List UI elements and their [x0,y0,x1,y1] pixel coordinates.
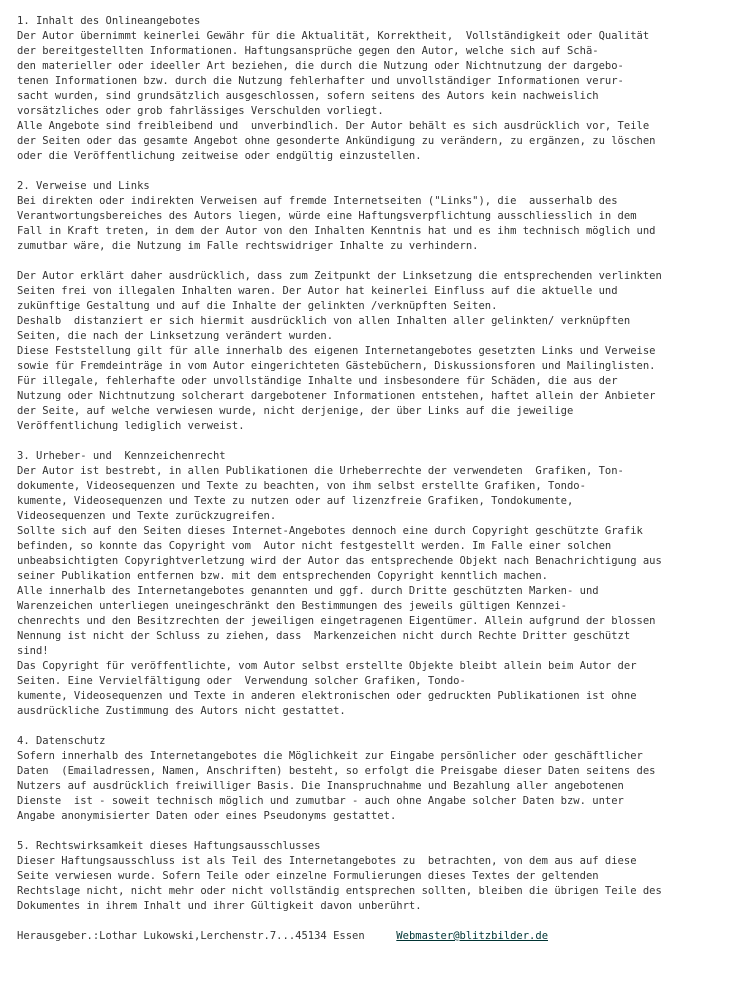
section-3-heading: 3. Urheber- und Kennzeichenrecht [17,450,226,462]
section-4-heading: 4. Datenschutz [17,735,106,747]
section-5-heading: 5. Rechtswirksamkeit dieses Haftungsausschlusses [17,840,321,852]
section-1-body: Der Autor übernimmt keinerlei Gewähr für die Aktualität, Korrektheit, Vollständigkeit oder Qualität der bereitgestellten Informationen. Haftungsansprüche gegen den Autor, welche sich auf Schä- den materieller oder ideeller Art beziehen, die durch die Nutzung oder Nichtnutzung der dargebo- tenen Informationen bzw. durch die Nutzung fehlerhafter und unvollständiger Informationen verur- sacht wurden, sind grundsätzlich ausgeschlossen, sofern seitens des Autors kein nachweislich vorsätzliches oder grob fahrlässiges Verschulden vorliegt. Alle Angebote sind freibleibend und unverbindlich. Der Autor behält es sich ausdrücklich vor, Teile der Seiten oder das gesamte Angebot ohne gesonderte Ankündigung zu verändern, zu ergänzen, zu löschen oder die Veröffentlichung zeitweise oder endgültig einzustellen. [17,30,656,162]
section-2-heading: 2. Verweise und Links [17,180,150,192]
section-4-body: Sofern innerhalb des Internetangebotes die Möglichkeit zur Eingabe persönlicher oder geschäftlicher Daten (Emailadressen, Namen, Anschriften) besteht, so erfolgt die Preisgabe dieser Daten seitens des Nutzers auf ausdrücklich freiwilliger Basis. Die Inanspruchnahme und Bezahlung aller angebotenen Dienste ist - soweit technisch möglich und zumutbar - auch ohne Angabe solcher Daten bzw. unter Angabe anonymisierter Daten oder eines Pseudonyms gestattet. [17,750,656,822]
section-1-heading: 1. Inhalt des Onlineangebotes [17,15,201,27]
section-2-body: Bei direkten oder indirekten Verweisen auf fremde Internetseiten ("Links"), die ausserhalb des Verantwortungsbereiches des Autors liegen, würde eine Haftungsverpflichtung ausschliesslich in dem Fall in Kraft treten, in dem der Autor von den Inhalten Kenntnis hat und es ihm technisch möglich und zumutbar wäre, die Nutzung im Falle rechtswidriger Inhalte zu verhindern. Der Autor erklärt daher ausdrücklich, dass zum Zeitpunkt der Linksetzung die entsprechenden verlinkten Seiten frei von illegalen Inhalten waren. Der Autor hat keinerlei Einfluss auf die aktuelle und zukünftige Gestaltung und auf die Inhalte der gelinkten /verknüpften Seiten. Deshalb distanziert er sich hiermit ausdrücklich von allen Inhalten aller gelinkten/ verknüpften Seiten, die nach der Linksetzung verändert wurden. Diese Feststellung gilt für alle innerhalb des eigenen Internetangebotes gesetzten Links und Verweise sowie für Fremdeinträge in vom Autor eingerichteten Gästebüchern, Diskussionsforen und Mailinglisten. Für illegale, fehlerhafte oder unvollständige Inhalte und insbesondere für Schäden, die aus der Nutzung oder Nichtnutzung solcherart dargebotener Informationen entstehen, haftet allein der Anbieter der Seite, auf welche verwiesen wurde, nicht derjenige, der über Links auf die jeweilige Veröffentlichung lediglich verweist. [17,195,662,432]
footer-publisher: Herausgeber.:Lothar Lukowski,Lerchenstr.7...45134 Essen [17,930,397,942]
disclaimer-document [17,14,750,944]
section-5-body: Dieser Haftungsausschluss ist als Teil des Internetangebotes zu betrachten, von dem aus auf diese Seite verwiesen wurde. Sofern Teile oder einzelne Formulierungen dieses Textes der geltenden Rechtslage nicht, nicht mehr oder nicht vollständig entsprechen sollten, bleiben die übrigen Teile des Dokumentes in ihrem Inhalt und ihrer Gültigkeit davon unberührt. [17,855,662,912]
webmaster-email-link[interactable]: Webmaster@blitzbilder.de [396,930,549,942]
section-3-body: Der Autor ist bestrebt, in allen Publikationen die Urheberrechte der verwendeten Grafiken, Ton- dokumente, Videosequenzen und Texte zu beachten, von ihm selbst erstellte Grafiken, Tondo- kumente, Videosequenzen und Texte zu nutzen oder auf lizenzfreie Grafiken, Tondokumente, Videosequenzen und Texte zurückzugreifen. Sollte sich auf den Seiten dieses Internet-Angebotes dennoch eine durch Copyright geschützte Grafik befinden, so konnte das Copyright vom Autor nicht festgestellt werden. Im Falle einer solchen unbeabsichtigten Copyrightverletzung wird der Autor das entsprechende Objekt nach Benachrichtigung aus seiner Publikation entfernen bzw. mit dem entsprechenden Copyright kenntlich machen. Alle innerhalb des Internetangebotes genannten und ggf. durch Dritte geschützten Marken- und Warenzeichen unterliegen uneingeschränkt den Bestimmungen des jeweils gültigen Kennzei- chenrechts und den Besitzrechten der jeweiligen eingetragenen Eigentümer. Allein aufgrund der blossen Nennung ist nicht der Schluss zu ziehen, dass Markenzeichen nicht durch Rechte Dritter geschützt sind! Das Copyright für veröffentlichte, vom Autor selbst erstellte Objekte bleibt allein beim Autor der Seiten. Eine Vervielfältigung oder Verwendung solcher Grafiken, Tondo- kumente, Videosequenzen und Texte in anderen elektronischen oder gedruckten Publikationen ist ohne ausdrückliche Zustimmung des Autors nicht gestattet. [17,465,662,717]
